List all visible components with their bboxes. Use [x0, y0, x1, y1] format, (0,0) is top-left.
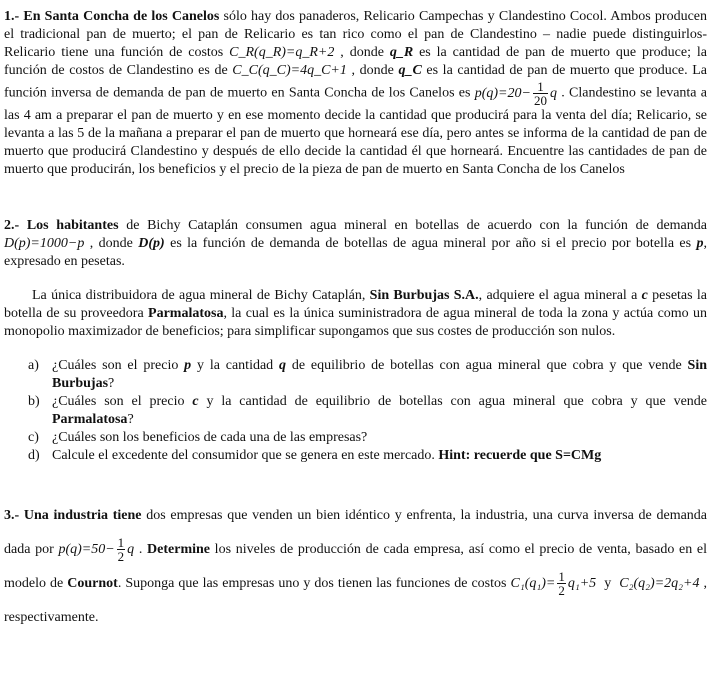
inverse-demand-1-lhs: p(q)=20−: [474, 85, 531, 101]
list-marker: d): [28, 448, 40, 463]
item-text: Calcule el excedente del consumidor que se genera en este mercado.: [52, 448, 439, 463]
problem-1-number: 1.-: [4, 9, 20, 24]
list-marker: b): [28, 394, 40, 409]
para2-text-b: , adquiere el agua mineral a: [478, 288, 642, 303]
inverse-demand-3-lhs: p(q)=50−: [58, 542, 115, 557]
var-qR: q_R: [389, 45, 414, 60]
list-item: [4, 447, 707, 465]
cost-function-firm-1: [510, 569, 597, 599]
list-marker: a): [28, 358, 39, 373]
fraction-numerator: 1: [558, 569, 565, 585]
problem-2: [4, 217, 707, 271]
fraction-1-20: [533, 80, 548, 107]
inverse-demand-1-q: q: [549, 85, 557, 101]
problem-1-text-a: sólo hay dos panaderos, Relicario Campechas y Clandestino Cocol. Ambos producen el tradicional pan de muerto; el pan de Relicario es tan rico como el pan de Clandestino – nadie puede distinguirlos- Relicario tiene una función de costos: [4, 9, 707, 60]
fraction-denominator: 2: [558, 583, 565, 599]
problem-2-text-d: , expresado en pesetas.: [4, 236, 707, 269]
para2-text-c: pesetas la botella de su proveedora: [4, 288, 707, 321]
cost-1-lhs: C₁(q₁)=: [510, 576, 556, 591]
document-page: [4, 8, 707, 635]
para2-text-a: La única distribuidora de agua mineral de Bichy Cataplán,: [32, 288, 370, 303]
fraction-1-2b: [557, 570, 566, 597]
item-text: ¿Cuáles son el precio: [52, 394, 193, 409]
problem-3-text-f: , respectivamente.: [4, 576, 708, 625]
problem-1-text-f: . Clandestino se levanta a las 4 am a preparar el pan de muerto y en ese momento decide la cantidad que producirá para la venta del día; Relicario, se levanta a las 5 de la mañana a preparar el pan de muerto que horneará ese día, pero antes se informa de la cantidad de pan de muerto que producirá Clandestino y después de ello decide la cantidad él que horneará. Encuentre las cantidades de pan de muerto que producirán, los beneficios y el precio de la pieza de pan de muerto en Santa Concha de los Canelos: [4, 85, 707, 177]
cost-function-relicario: C_R(q_R)=q_R+2: [229, 45, 335, 60]
item-text: ¿Cuáles son los beneficios de cada una de las empresas?: [52, 430, 368, 445]
item-text: y la cantidad de equilibrio de botellas con agua mineral que cobra y que vende: [198, 394, 707, 409]
inverse-demand-1: [474, 79, 557, 108]
problem-2-text-a: de Bichy Cataplán consumen agua mineral en botellas de acuerdo con la función de demanda: [118, 218, 707, 233]
item-var: c: [192, 394, 199, 409]
problem-3-lead: Una industria tiene: [23, 508, 142, 523]
fraction-numerator: 1: [117, 535, 125, 551]
problem-2-number: 2.-: [4, 218, 20, 233]
cost-1-rhs: q₁+5: [567, 576, 597, 591]
problem-3-text-e: y: [596, 576, 620, 591]
cost-function-firm-2: C₂(q₂)=2q₂+4: [619, 576, 700, 591]
var-p: p: [696, 236, 704, 251]
problem-1: [4, 8, 707, 179]
item-text: y la cantidad: [191, 358, 280, 373]
item-var: p: [184, 358, 192, 373]
problem-2-text-b: , donde: [84, 236, 139, 251]
problem-3-number: 3.-: [4, 508, 20, 523]
cost-function-clandestino: C_C(q_C)=4q_C+1: [232, 63, 347, 78]
problem-1-text-e: es la cantidad de pan de muerto que produce. La función inversa de demanda de pan de muerto en Santa Concha de los Canelos es: [4, 63, 708, 101]
problem-3-text-b: .: [134, 542, 148, 557]
list-item: [4, 429, 707, 447]
fraction-1-2: [117, 536, 126, 563]
problem-3: [4, 499, 707, 635]
question-list: [4, 357, 707, 465]
var-Dp: D(p): [138, 236, 165, 251]
var-qC: q_C: [398, 63, 422, 78]
item-text: ¿Cuáles son el precio: [52, 358, 185, 373]
problem-1-text-d: , donde: [346, 63, 399, 78]
demand-function-2: D(p)=1000−p: [4, 236, 85, 251]
problem-2-text-c: es la función de demanda de botellas de agua mineral por año si el precio por botella es: [164, 236, 697, 251]
inverse-demand-3-q: q: [127, 542, 135, 557]
item-text: ?: [108, 376, 115, 391]
problem-1-text-c: es la cantidad de pan de muerto que produce; la función de costos de Clandestino es de: [4, 45, 707, 78]
item-bold: Hint: recuerde que S=CMg: [438, 448, 602, 463]
list-item: [4, 393, 707, 429]
fraction-numerator: 1: [533, 80, 548, 94]
list-marker: c): [28, 430, 39, 445]
para2-text-d: , la cual es la única suministradora de agua mineral de toda la zona y actúa como un monopolio maximizador de beneficios; para simplificar supongamos que sus costes de producción son nulos.: [4, 306, 707, 339]
fraction-denominator: 20: [533, 93, 547, 108]
list-item: [4, 357, 707, 393]
problem-1-text-b: , donde: [334, 45, 390, 60]
var-c: c: [641, 288, 648, 303]
item-text: ?: [127, 412, 134, 427]
item-var: q: [279, 358, 287, 373]
inverse-demand-3: [58, 535, 135, 565]
problem-2-paragraph-2: [4, 287, 707, 341]
firm-sin-burbujas: Sin Burbujas S.A.: [369, 288, 479, 303]
fraction-denominator: 2: [117, 549, 125, 565]
problem-3-text-c: los niveles de producción de cada empresa, así como el precio de venta, basado en el modelo de: [4, 542, 707, 591]
problem-3-text-d: . Suponga que las empresas uno y dos tienen las funciones de costos: [117, 576, 511, 591]
item-bold: Parmalatosa: [52, 412, 128, 427]
problem-3-text-a: dos empresas que venden un bien idéntico y enfrenta, la industria, una curva inversa de demanda dada por: [4, 508, 708, 557]
problem-3-bold-determine: Determine: [147, 542, 210, 557]
problem-1-lead: En Santa Concha de los Canelos: [23, 9, 220, 24]
problem-3-bold-cournot: Cournot: [67, 576, 118, 591]
problem-2-lead: Los habitantes: [26, 218, 119, 233]
firm-parmalatosa: Parmalatosa: [148, 306, 224, 321]
item-text: de equilibrio de botellas con agua mineral que cobra y que vende: [286, 358, 688, 373]
item-bold: Sin Burbujas: [52, 358, 707, 391]
